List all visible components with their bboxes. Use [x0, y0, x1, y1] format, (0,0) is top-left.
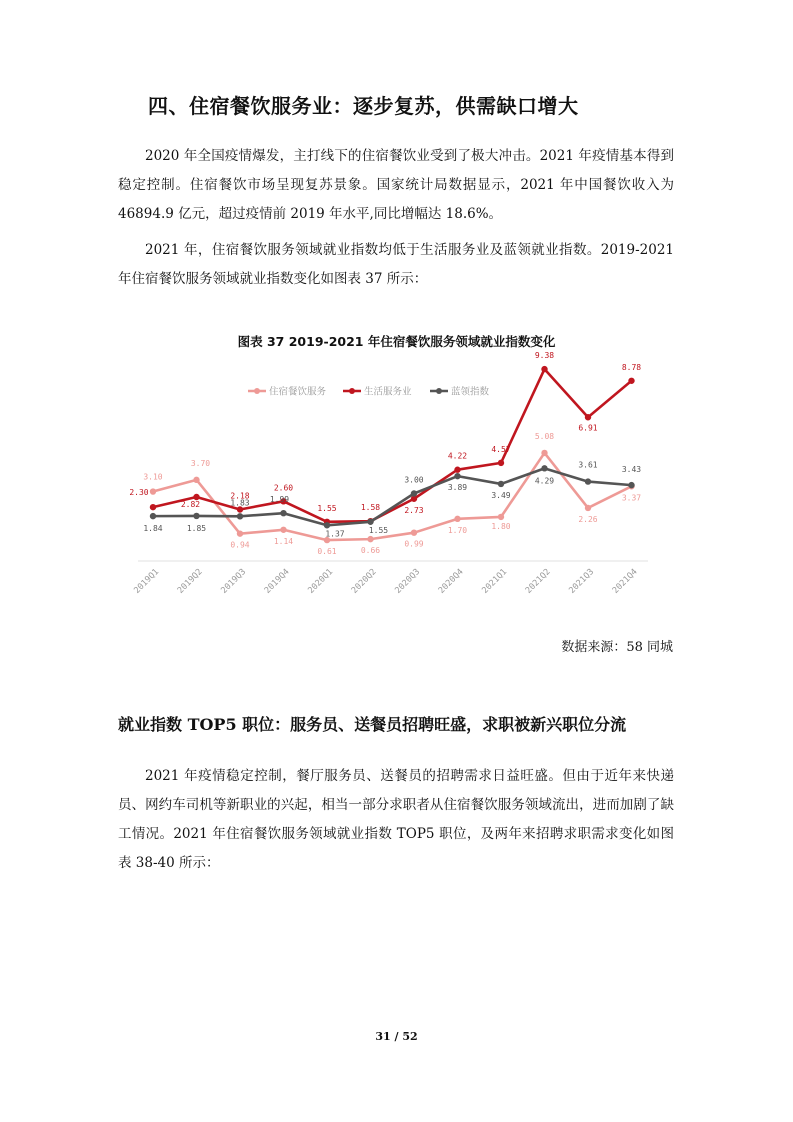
data-point [324, 522, 330, 528]
data-label: 1.14 [273, 536, 294, 546]
data-label: 8.78 [621, 362, 642, 372]
data-point [237, 513, 243, 519]
page-number [0, 1030, 793, 1043]
page-total: / 52 [394, 1030, 418, 1043]
data-point [585, 414, 591, 420]
data-point [628, 482, 634, 488]
data-point [280, 527, 286, 533]
figure-title: 图表 37 2019-2021 年住宿餐饮服务领域就业指数变化 [237, 334, 556, 349]
data-point [628, 378, 634, 384]
data-label: 1.55 [317, 503, 337, 513]
data-label: 4.57 [491, 444, 511, 454]
legend-entry: 住宿餐饮服务 [269, 386, 327, 398]
data-label: 0.94 [230, 540, 250, 550]
data-label: 1.85 [186, 523, 207, 533]
legend-entry: 蓝领指数 [451, 386, 490, 398]
chart-legend [248, 386, 490, 398]
data-label: 0.66 [360, 546, 381, 556]
data-label: 2.82 [180, 500, 201, 510]
data-label: 1.55 [368, 525, 389, 535]
data-label: 1.99 [269, 495, 290, 505]
data-label: 3.49 [491, 490, 511, 500]
data-point [150, 513, 156, 519]
data-point [498, 481, 504, 487]
data-point [411, 490, 417, 496]
x-tick-label: 2020Q3 [393, 567, 423, 596]
data-label: 1.37 [325, 529, 345, 539]
data-point [585, 478, 591, 484]
subsection-paragraph: 2021 年疫情稳定控制，餐厅服务员、送餐员的招聘需求日益旺盛。但由于近年来快递员、网约车司机等新职业的兴起，相当一部分求职者从住宿餐饮服务领域流出，进而加剧了缺工情况。2021 年住宿餐饮服务领域就业指数 TOP5 职位，及两年来招聘求职需求变化如图表 38-40 所示： [118, 768, 674, 871]
data-point [541, 450, 547, 456]
page-current: 31 [375, 1030, 391, 1043]
data-point [280, 510, 286, 516]
data-point [454, 516, 460, 522]
data-label: 1.84 [143, 524, 163, 534]
section-heading: 四、住宿餐饮服务业：逐步复苏，供需缺口增大 [148, 94, 579, 118]
x-tick-label: 2019Q1 [132, 567, 162, 596]
x-tick-label: 2020Q1 [306, 567, 336, 596]
data-point [498, 514, 504, 520]
legend-swatch-marker [254, 388, 260, 394]
x-tick-label: 2021Q2 [523, 567, 553, 596]
data-label: 3.89 [447, 483, 468, 493]
data-label: 2.73 [404, 505, 424, 515]
subsection-heading: 就业指数 TOP5 职位：服务员、送餐员招聘旺盛，求职被新兴职位分流 [118, 715, 627, 734]
x-tick-label: 2020Q2 [349, 567, 379, 596]
legend-swatch-marker [436, 388, 442, 394]
data-label: 2.18 [230, 491, 250, 501]
data-label: 9.38 [534, 351, 555, 361]
data-point [454, 473, 460, 479]
data-label: 6.91 [578, 423, 598, 433]
x-tick-label: 2021Q1 [480, 567, 510, 596]
data-source: 数据来源：58 同城 [561, 640, 673, 655]
data-point [150, 488, 156, 494]
data-label: 4.22 [447, 451, 468, 461]
data-label: 1.80 [491, 521, 511, 531]
data-point [193, 513, 199, 519]
data-label: 3.00 [404, 475, 424, 485]
data-point [541, 465, 547, 471]
employment-index-line-chart [118, 351, 674, 614]
x-tick-label: 2021Q3 [567, 567, 597, 596]
x-tick-label: 2019Q2 [175, 567, 205, 596]
chart-x-axis [132, 561, 648, 596]
data-label: 1.58 [360, 503, 381, 513]
data-point [150, 504, 156, 510]
intro-paragraph: 2020 年全国疫情爆发，主打线下的住宿餐饮业受到了极大冲击。2021 年疫情基本得到稳定控制。住宿餐饮市场呈现复苏景象。国家统计局数据显示，2021 年中国餐饮收入为 46894.9 亿元，超过疫情前 2019 年水平,同比增幅达 18.6%。 [118, 148, 674, 222]
data-label: 1.70 [447, 525, 468, 535]
data-point [454, 467, 460, 473]
data-label: 0.61 [317, 547, 337, 557]
figure-intro-paragraph: 2021 年，住宿餐饮服务领域就业指数均低于生活服务业及蓝领就业指数。2019-2021 年住宿餐饮服务领域就业指数变化如图表 37 所示： [118, 242, 674, 287]
data-label: 3.37 [621, 493, 642, 503]
data-label: 2.26 [578, 514, 598, 524]
data-point [367, 536, 373, 542]
data-label: 2.30 [129, 488, 149, 498]
x-tick-label: 2021Q4 [610, 567, 640, 596]
data-label: 3.61 [578, 460, 598, 470]
data-point [237, 530, 243, 536]
data-point [498, 460, 504, 466]
legend-swatch-marker [349, 388, 355, 394]
data-label: 0.99 [404, 539, 424, 549]
data-label: 3.70 [190, 458, 211, 468]
data-point [193, 477, 199, 483]
data-point [411, 529, 417, 535]
series-line [153, 468, 632, 525]
data-label: 4.29 [534, 476, 555, 486]
data-point [367, 519, 373, 525]
series-line [153, 453, 632, 540]
data-label: 1.83 [230, 498, 250, 508]
data-label: 5.08 [534, 431, 555, 441]
x-tick-label: 2019Q4 [262, 567, 292, 596]
x-tick-label: 2020Q4 [436, 567, 466, 596]
data-point [541, 366, 547, 372]
x-tick-label: 2019Q3 [219, 567, 249, 596]
legend-entry: 生活服务业 [364, 386, 412, 398]
data-label: 2.60 [273, 483, 294, 493]
data-label: 3.43 [621, 465, 642, 475]
data-point [585, 505, 591, 511]
data-label: 3.10 [143, 472, 163, 482]
chart-data-labels [129, 351, 641, 556]
